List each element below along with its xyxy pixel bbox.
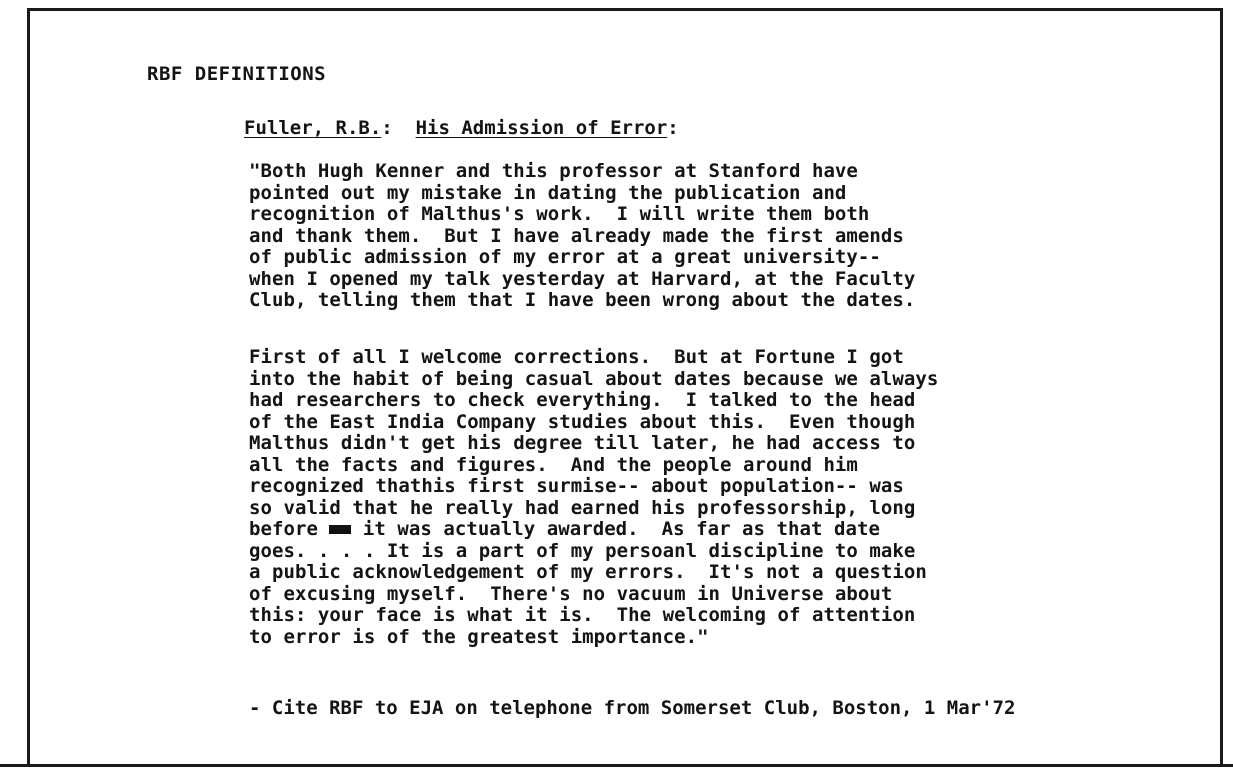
entry-name: Fuller, R.B. [244, 117, 382, 139]
quote-paragraph-2 [249, 347, 938, 648]
text-line-redacted [249, 519, 938, 541]
citation-line: - Cite RBF to EJA on telephone from Somerset Club, Boston, 1 Mar'72 [249, 697, 1016, 719]
text-fragment: before [249, 518, 330, 540]
entry-topic: His Admission of Error [415, 117, 668, 139]
text-line: to error is of the greatest importance." [249, 625, 709, 648]
redaction-mark [329, 525, 351, 534]
bottom-rule [0, 764, 1233, 767]
text-line: goes. . . . It is a part of my persoanl discipline to make [249, 539, 916, 562]
text-line: had researchers to check everything. I talked to the head [249, 389, 916, 411]
document-header: RBF DEFINITIONS [147, 63, 327, 85]
text-line: this: your face is what it is. The welcoming of attention [249, 604, 916, 626]
text-line: so valid that he really had earned his professorship, long [249, 496, 916, 519]
text-line: when I opened my talk yesterday at Harvard, at the Faculty [249, 267, 916, 290]
entry-heading [244, 117, 679, 139]
text-line: Malthus didn't get his degree till later, he had access to [249, 432, 916, 454]
text-line: recognition of Malthus's work. I will write them both [249, 203, 870, 225]
text-line: "Both Hugh Kenner and this professor at Stanford have [249, 160, 858, 182]
text-line: Club, telling them that I have been wrong about the dates. [249, 289, 916, 311]
text-line: a public acknowledgement of my errors. It's not a question [249, 561, 927, 583]
text-line: and thank them. But I have already made the first amends [249, 224, 904, 247]
entry-suffix: : [667, 117, 679, 139]
text-line: First of all I welcome corrections. But at Fortune I got [249, 346, 904, 368]
quote-paragraph-1 [249, 161, 915, 312]
text-line: into the habit of being casual about dates because we always [249, 367, 939, 390]
text-line: of the East India Company studies about this. Even though [249, 410, 916, 433]
text-fragment: it was actually awarded. As far as that date [351, 518, 880, 540]
entry-separator: : [381, 117, 416, 139]
text-line: recognized thathis first surmise-- about population-- was [249, 475, 904, 497]
text-line: of excusing myself. There's no vacuum in Universe about [249, 582, 893, 605]
text-line: all the facts and figures. And the people around him [249, 453, 858, 476]
text-line: pointed out my mistake in dating the publication and [249, 181, 847, 204]
text-line: of public admission of my error at a great university-- [249, 246, 881, 268]
